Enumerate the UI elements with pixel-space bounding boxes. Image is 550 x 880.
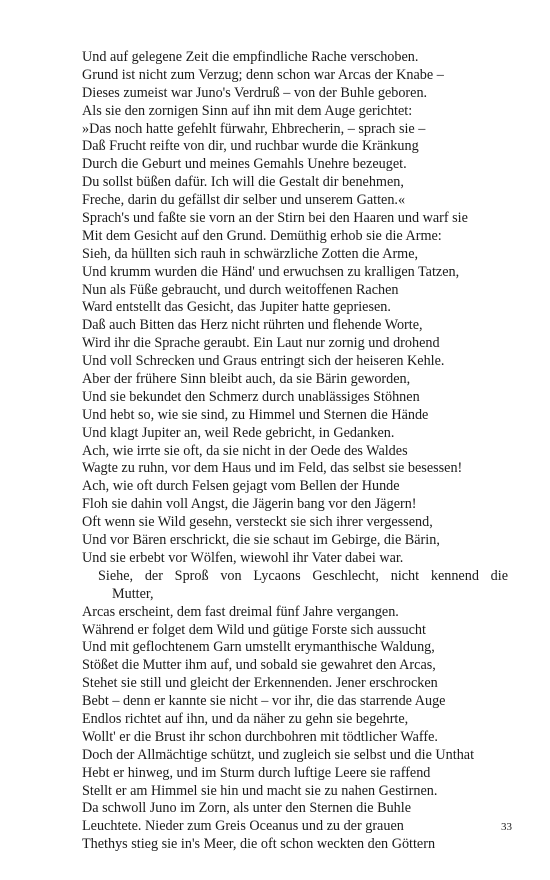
text-line: Und klagt Jupiter an, weil Rede gebricht, in Gedanken. [82, 424, 395, 441]
text-line: Und krumm wurden die Händ' und erwuchsen zu kralligen Tatzen, [82, 263, 460, 280]
text-line: Und hebt so, wie sie sind, zu Himmel und Sternen die Hände [82, 406, 429, 423]
text-line: Ward entstellt das Gesicht, das Jupiter hatte gepriesen. [82, 299, 391, 316]
page-number: 33 [501, 821, 512, 833]
text-line: Floh sie dahin voll Angst, die Jägerin bang vor den Jägern! [82, 496, 417, 513]
text-line: Leuchtete. Nieder zum Greis Oceanus und zu der grauen [82, 818, 404, 835]
text-line: Dieses zumeist war Juno's Verdruß – von der Buhle geboren. [82, 84, 428, 101]
text-line: Stellt er am Himmel sie hin und macht sie zu nahen Gestirnen. [82, 782, 438, 799]
text-line: Und vor Bären erschrickt, die sie schaut im Gebirge, die Bärin, [82, 532, 440, 549]
text-line: Als sie den zornigen Sinn auf ihn mit dem Auge gerichtet: [82, 102, 413, 119]
poem-text-block [82, 49, 508, 854]
text-line-indented: Siehe, der Sproß von Lycaons Geschlecht, nicht kennend die [98, 567, 508, 584]
text-line: Du sollst büßen dafür. Ich will die Gestalt dir benehmen, [82, 174, 404, 191]
text-line: Daß Frucht reifte von dir, und ruchbar wurde die Kränkung [82, 138, 419, 155]
text-line: Oft wenn sie Wild gesehn, versteckt sie sich ihrer vergessend, [82, 514, 433, 531]
text-line: Bebt – denn er kannte sie nicht – vor ihr, die das starrende Auge [82, 693, 446, 710]
text-line: Während er folget dem Wild und gütige Forste sich aussucht [82, 621, 426, 638]
text-line: Wagte zu ruhn, vor dem Haus und im Feld, das selbst sie besessen! [82, 460, 463, 477]
text-line: Und sie bekundet den Schmerz durch unablässiges Stöhnen [82, 388, 420, 405]
text-line: Ach, wie oft durch Felsen gejagt vom Bellen der Hunde [82, 478, 400, 495]
text-line: Stehet sie still und gleicht der Erkennenden. Jener erschrocken [82, 675, 438, 692]
text-line: Wird ihr die Sprache geraubt. Ein Laut nur zornig und drohend [82, 335, 440, 352]
text-line: Und voll Schrecken und Graus entringt sich der heiseren Kehle. [82, 353, 445, 370]
text-line: Aber der frühere Sinn bleibt auch, da sie Bärin geworden, [82, 371, 411, 388]
text-line-hanging: Mutter, [112, 585, 154, 602]
text-line: Mit dem Gesicht auf den Grund. Demüthig erhob sie die Arme: [82, 227, 442, 244]
text-line: Und sie erbebt vor Wölfen, wiewohl ihr Vater dabei war. [82, 549, 404, 566]
text-line: Und auf gelegene Zeit die empfindliche Rache verschoben. [82, 49, 419, 65]
text-line: Doch der Allmächtige schützt, und zugleich sie selbst und die Unthat [82, 746, 475, 763]
text-line: Ach, wie irrte sie oft, da sie nicht in der Oede des Waldes [82, 442, 408, 459]
text-line: Sprach's und faßte sie vorn an der Stirn bei den Haaren und warf sie [82, 210, 468, 227]
text-line: Grund ist nicht zum Verzug; denn schon war Arcas der Knabe – [82, 66, 444, 83]
text-line: Und mit geflochtenem Garn umstellt erymanthische Waldung, [82, 639, 435, 656]
text-line: Hebt er hinweg, und im Sturm durch luftige Leere sie raffend [82, 764, 431, 781]
text-line: Durch die Geburt und meines Gemahls Unehre bezeuget. [82, 156, 407, 173]
text-line: Stößet die Mutter ihm auf, und sobald sie gewahret den Arcas, [82, 657, 436, 674]
text-line: Wollt' er die Brust ihr schon durchbohren mit tödtlicher Waffe. [82, 728, 438, 745]
text-line: Daß auch Bitten das Herz nicht rührten und flehende Worte, [82, 317, 423, 334]
text-line: Endlos richtet auf ihn, und da näher zu gehn sie begehrte, [82, 710, 409, 727]
text-line: Nun als Füße gebraucht, und durch weitoffenen Rachen [82, 281, 399, 298]
text-line: »Das noch hatte gefehlt fürwahr, Ehbrecherin, – sprach sie – [82, 120, 426, 137]
text-line: Da schwoll Juno im Zorn, als unter den Sternen die Buhle [82, 800, 412, 817]
text-line: Sieh, da hüllten sich rauh in schwärzliche Zotten die Arme, [82, 245, 419, 262]
text-line: Arcas erscheint, dem fast dreimal fünf Jahre vergangen. [82, 603, 399, 620]
text-line: Freche, darin du gefällst dir selber und unserem Gatten.« [82, 192, 406, 209]
text-line: Thethys stieg sie in's Meer, die oft schon weckten den Göttern [82, 836, 436, 853]
